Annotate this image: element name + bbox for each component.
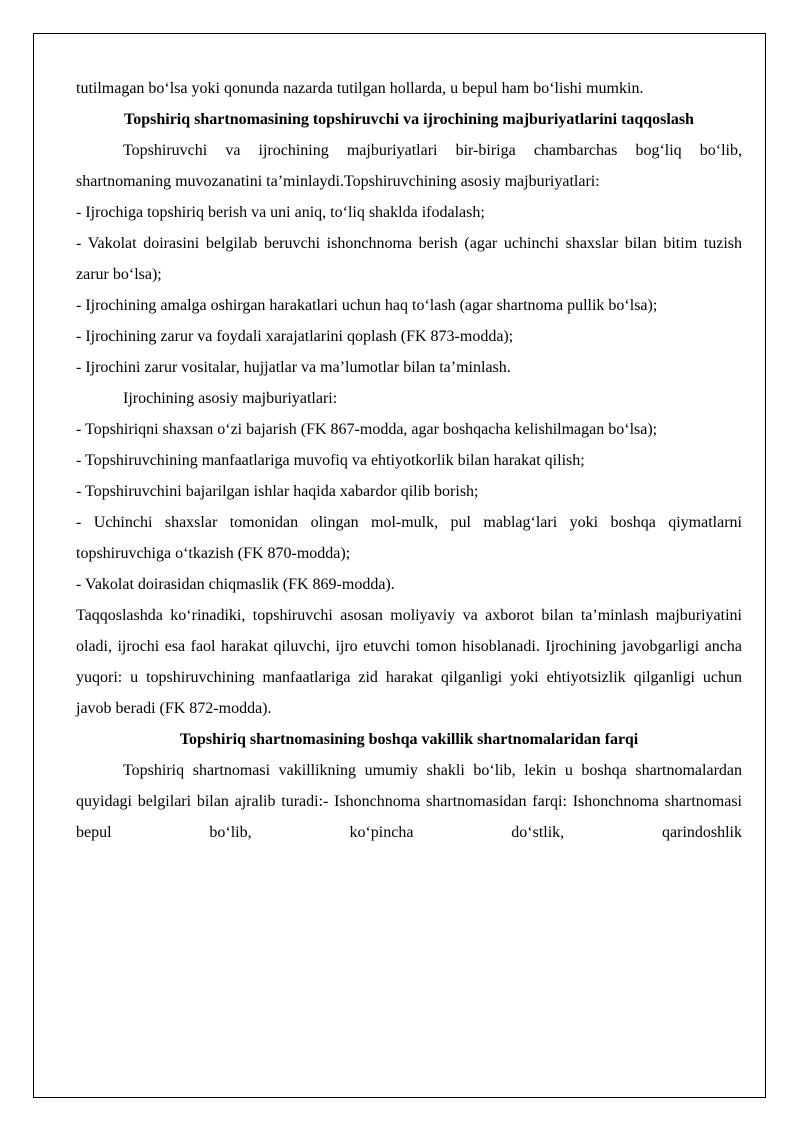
- principal-duty-item: - Ijrochining zarur va foydali xarajatlarini qoplash (FK 873-modda);: [76, 328, 514, 345]
- section-heading-differences: Topshiriq shartnomasining boshqa vakillik shartnomalaridan farqi: [179, 731, 639, 748]
- agent-duty-item: - Topshiruvchining manfaatlariga muvofiq va ehtiyotkorlik bilan harakat qilish;: [76, 452, 585, 469]
- agent-duty-item: - Uchinchi shaxslar tomonidan olingan mol-mulk, pul mablag‘lari yoki boshqa qiymatlarni topshiruvchiga o‘tkazish (FK 870-modda);: [76, 514, 742, 562]
- continuation-paragraph: tutilmagan bo‘lsa yoki qonunda nazarda tutilgan hollarda, u bepul ham bo‘lishi mumkin.: [76, 80, 644, 97]
- agent-duty-item: - Topshiruvchini bajarilgan ishlar haqida xabardor qilib borish;: [76, 483, 479, 500]
- principal-duty-item: - Ijrochiga topshiriq berish va uni aniq, to‘liq shaklda ifodalash;: [76, 204, 485, 221]
- document-body: [76, 73, 742, 848]
- principal-duty-item: - Ijrochini zarur vositalar, hujjatlar va ma’lumotlar bilan ta’minlash.: [76, 359, 511, 376]
- principal-duty-item: - Vakolat doirasini belgilab beruvchi ishonchnoma berish (agar uchinchi shaxslar bilan bitim tuzish zarur bo‘lsa);: [76, 235, 742, 283]
- agent-duty-item: - Vakolat doirasidan chiqmaslik (FK 869-modda).: [76, 576, 395, 593]
- agent-intro-paragraph: Ijrochining asosiy majburiyatlari:: [123, 390, 338, 407]
- section-heading-obligations: Topshiriq shartnomasining topshiruvchi va ijrochining majburiyatlarini taqqoslash: [124, 111, 694, 128]
- final-paragraph: Topshiriq shartnomasi vakillikning umumiy shakli bo‘lib, lekin u boshqa shartnomalardan quyidagi belgilari bilan ajralib turadi:- Ishonchnoma shartnomasidan farqi: Ishonchnoma shartnomasi bepul bo‘lib, ko‘pincha do‘stlik, qarindoshlik: [76, 762, 742, 841]
- comparison-paragraph: Taqqoslashda ko‘rinadiki, topshiruvchi asosan moliyaviy va axborot bilan ta’minlash majburiyatini oladi, ijrochi esa faol harakat qiluvchi, ijro etuvchi tomon hisoblanadi. Ijrochining javobgarligi ancha yuqori: u topshiruvchining manfaatlariga zid harakat qilganligi yoki ehtiyotsizlik qilganligi uchun javob beradi (FK 872-modda).: [76, 607, 742, 717]
- intro-paragraph: Topshiruvchi va ijrochining majburiyatlari bir-biriga chambarchas bog‘liq bo‘lib, shartnomaning muvozanatini ta’minlaydi.Topshiruvchining asosiy majburiyatlari:: [76, 142, 742, 190]
- principal-duty-item: - Ijrochining amalga oshirgan harakatlari uchun haq to‘lash (agar shartnoma pullik bo‘lsa);: [76, 297, 658, 314]
- agent-duty-item: - Topshiriqni shaxsan o‘zi bajarish (FK 867-modda, agar boshqacha kelishilmagan bo‘lsa);: [76, 421, 658, 438]
